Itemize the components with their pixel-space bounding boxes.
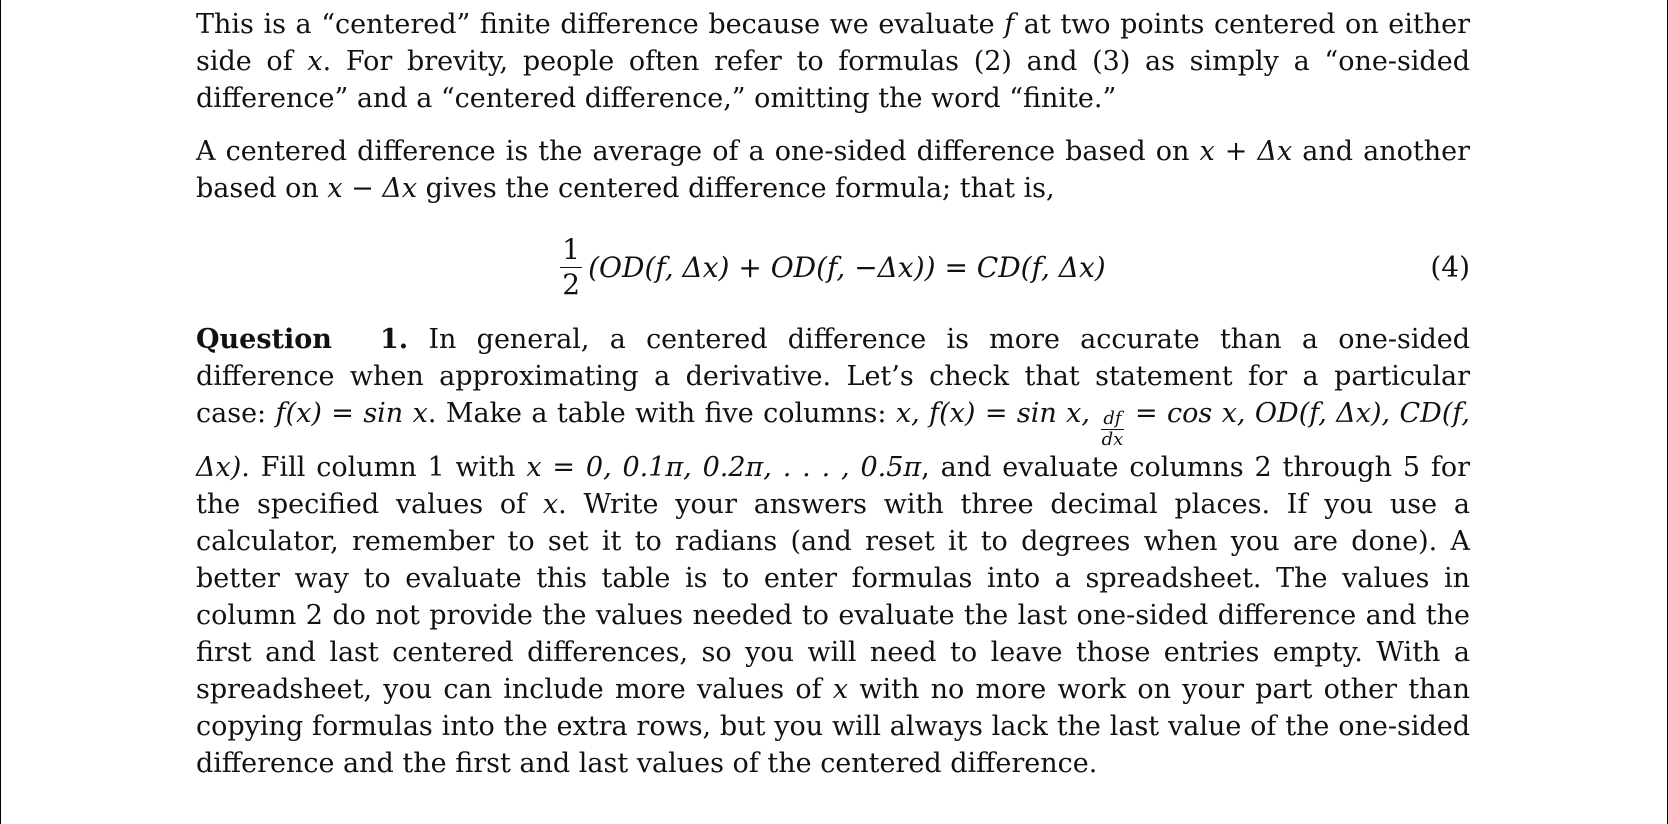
text-run: In general, a centered difference is more accurate than a one-sided difference when approximating a derivative. Let’s check that statement for a particular case: (196, 324, 1471, 429)
text-run: and another based on (196, 136, 1471, 204)
fraction-numerator: df (1103, 408, 1122, 429)
math-x-minus-dx: x − Δx (327, 173, 418, 204)
fraction-numerator: 1 (562, 232, 581, 266)
fraction-one-half (560, 232, 582, 301)
text-run: at two points centered on either side of (196, 9, 1471, 77)
fraction-df-dx (1101, 410, 1123, 449)
equation-4 (196, 223, 1470, 311)
text-run: . Write your answers with three decimal places. If you use a calculator, remember to set it to radians (and reset it to degrees when you are done). A better way to evaluate this table is to enter formulas into a spreadsheet. The values in column 2 do not provide the values needed to evaluate the last one-sided difference and the first and last centered differences, so you will need to leave those entries empty. With a spreadsheet, you can include more values of (196, 489, 1470, 705)
math-column-list-continued: = cos x, OD(f, Δx), CD(f, Δx) (196, 398, 1470, 483)
paragraph-average-formula (196, 133, 1470, 207)
text-run: . Make a table with five columns: (427, 398, 887, 429)
math-x-plus-dx: x + Δx (1199, 136, 1293, 167)
text-run: A centered difference is the average of a one-sided difference based on (196, 136, 1190, 167)
math-column-list: x, f(x) = sin x, (895, 398, 1090, 429)
text-run: gives the centered difference formula; that is, (425, 173, 1055, 204)
math-f-equals-sin-x: f(x) = sin x (275, 398, 428, 429)
math-x: x (542, 489, 559, 520)
text-run: This is a “centered” finite difference because we evaluate (196, 9, 995, 40)
math-x: x (307, 46, 323, 77)
text-run: , and evaluate columns 2 through 5 for the specified values of (196, 452, 1471, 520)
math-x: x (832, 674, 849, 705)
document-page (196, 6, 1470, 798)
math-x-values: x = 0, 0.1π, 0.2π, . . . , 0.5π (526, 452, 922, 483)
question-1 (196, 321, 1470, 782)
question-label: Question 1. (196, 324, 409, 355)
text-run: with no more work on your part other than copying formulas into the extra rows, but you will always lack the last value of the one-sided difference and the first and last values of the centered difference. (196, 674, 1470, 779)
fraction-denominator: dx (1101, 429, 1124, 450)
equation-number: (4) (1430, 250, 1470, 284)
page-left-border (0, 0, 1, 824)
text-run: . Fill column 1 with (241, 452, 516, 483)
math-f: f (1004, 9, 1015, 40)
equation-body: (OD(f, Δx) + OD(f, −Δx)) = CD(f, Δx) (588, 250, 1106, 284)
fraction-denominator: 2 (562, 267, 581, 301)
paragraph-centered-difference-intro (196, 6, 1470, 117)
text-run: . For brevity, people often refer to formulas (2) and (3) as simply a “one-sided difference” and a “centered difference,” omitting the word “finite.” (196, 46, 1470, 114)
